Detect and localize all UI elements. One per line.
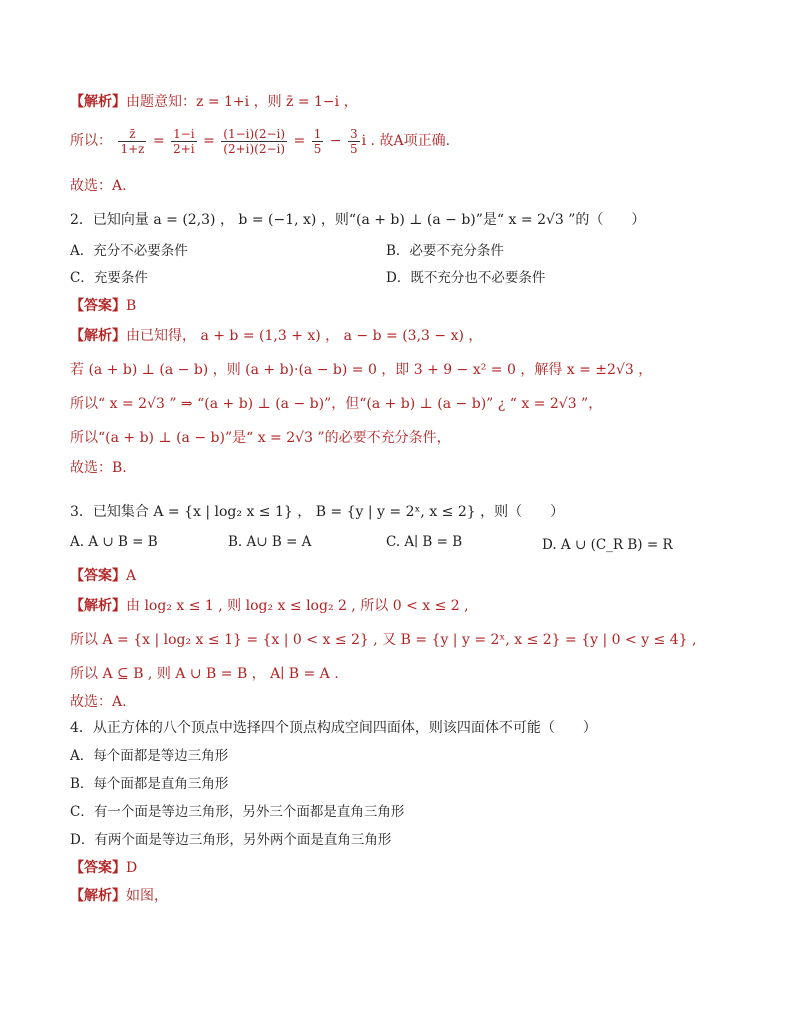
answer-tag: 【答案】 [70, 298, 126, 314]
q2-select: 故选：B. [70, 460, 127, 476]
q4-answer-value: D [126, 860, 138, 876]
q2-solution-text-1: 由已知得， a + b = (1,3 + x) ， a − b = (3,3 − x) ， [126, 328, 483, 344]
q1-solution-line-2: 所以： $\frac{z̄}{1+z}$ = $\frac{1-i}{2+i}$ = $\frac{(1-i)(2-i)}{(2+i)(2-i)}$ = $\frac{1}{5}$ − $\frac{3}{5}$ i . 故A项正确. [70, 126, 451, 156]
q1-solution-text: 由题意知：z = 1+i ，则 z̄ = 1−i ， [126, 94, 358, 110]
q4-solution-text-1: 如图， [126, 888, 168, 904]
q2-solution-line-2: 若 (a + b) ⊥ (a − b) ，则 (a + b)·(a − b) = 0 ，即 3 + 9 − x² = 0 ，解得 x = ±2√3 ， [70, 362, 653, 378]
q4-option-b: B．每个面都是直角三角形 [70, 776, 229, 792]
q2-answer-value: B [126, 298, 137, 314]
q3-stem: 3．已知集合 A = {x | log₂ x ≤ 1} ， B = {y | y = 2ˣ, x ≤ 2} ，则（ ） [70, 504, 565, 520]
q3-solution-line-2: 所以 A = {x | log₂ x ≤ 1} = {x | 0 < x ≤ 2} , 又 B = {y | y = 2ˣ, x ≤ 2} = {y | 0 < y ≤ 4} , [70, 632, 697, 648]
q4-option-c: C．有一个面是等边三角形，另外三个面都是直角三角形 [70, 804, 405, 820]
q3-solution-text-1: 由 log₂ x ≤ 1 , 则 log₂ x ≤ log₂ 2 , 所以 0 < x ≤ 2 , [126, 598, 469, 614]
q2-option-a: A．充分不必要条件 [70, 243, 188, 259]
q4-option-d: D．有两个面是等边三角形，另外两个面是直角三角形 [70, 832, 392, 848]
q2-solution-text-4b: 的必要不充分条件， [324, 430, 451, 446]
fraction-3: $\frac{(1-i)(2-i)}{(2+i)(2-i)}$ [223, 126, 286, 156]
q2-solution-line-1 [70, 326, 754, 346]
q2-option-b: B．必要不充分条件 [386, 243, 504, 259]
q2-option-d: D．既不充分也不必要条件 [386, 270, 546, 286]
solution-tag: 【解析】 [70, 94, 126, 110]
q3-option-c: C. A∣ B = B [386, 534, 463, 550]
fraction-5: $\frac{3}{5}$ [349, 126, 358, 156]
solution-tag: 【解析】 [70, 328, 126, 344]
q3-solution-line-3: 所以 A ⊆ B , 则 A ∪ B = B ， A∣ B = A . [70, 666, 339, 682]
answer-tag: 【答案】 [70, 568, 126, 584]
q1-prefix: 所以： [70, 133, 112, 149]
q1-tail: i . 故A项正确. [361, 133, 451, 149]
q3-option-a: A. A ∪ B = B [70, 534, 158, 550]
q4-stem: 4．从正方体的八个顶点中选择四个顶点构成空间四面体，则该四面体不可能（ ） [70, 720, 597, 736]
q3-option-d: D. A ∪ (C_R B) = R [542, 537, 673, 553]
q1-select: 故选：A. [70, 178, 127, 194]
q4-solution-line-1 [70, 886, 754, 906]
q4-option-a: A．每个面都是等边三角形 [70, 748, 229, 764]
q4-answer [70, 858, 754, 878]
q3-option-b: B. A∪ B = A [228, 534, 312, 550]
fraction-1: $\frac{z̄}{1+z}$ [120, 126, 145, 156]
q2-stem: 2．已知向量 a = (2,3) ， b = (−1, x) ，则“(a + b) ⊥ (a − b)”是“ x = 2√3 ”的（ ） [70, 212, 646, 228]
solution-tag: 【解析】 [70, 888, 126, 904]
q3-select: 故选：A. [70, 694, 127, 710]
q2-solution-text-4a: 所以“(a + b) ⊥ (a − b)”是“ x = 2√3 ” [70, 430, 325, 446]
q3-solution-line-1 [70, 596, 754, 616]
q2-solution-line-4 [70, 428, 754, 448]
q2-option-c: C．充要条件 [70, 270, 148, 286]
q2-solution-line-3: 所以“ x = 2√3 ” ⇒ “(a + b) ⊥ (a − b)”，但“(a + b) ⊥ (a − b)” ¿ “ x = 2√3 ”， [70, 396, 603, 412]
q3-answer-value: A [126, 568, 137, 584]
q2-answer [70, 296, 754, 316]
fraction-2: $\frac{1-i}{2+i}$ [173, 126, 195, 156]
fraction-4: $\frac{1}{5}$ [313, 126, 322, 156]
q3-answer [70, 566, 754, 586]
q1-solution-line-1 [70, 92, 754, 112]
answer-tag: 【答案】 [70, 860, 126, 876]
solution-tag: 【解析】 [70, 598, 126, 614]
